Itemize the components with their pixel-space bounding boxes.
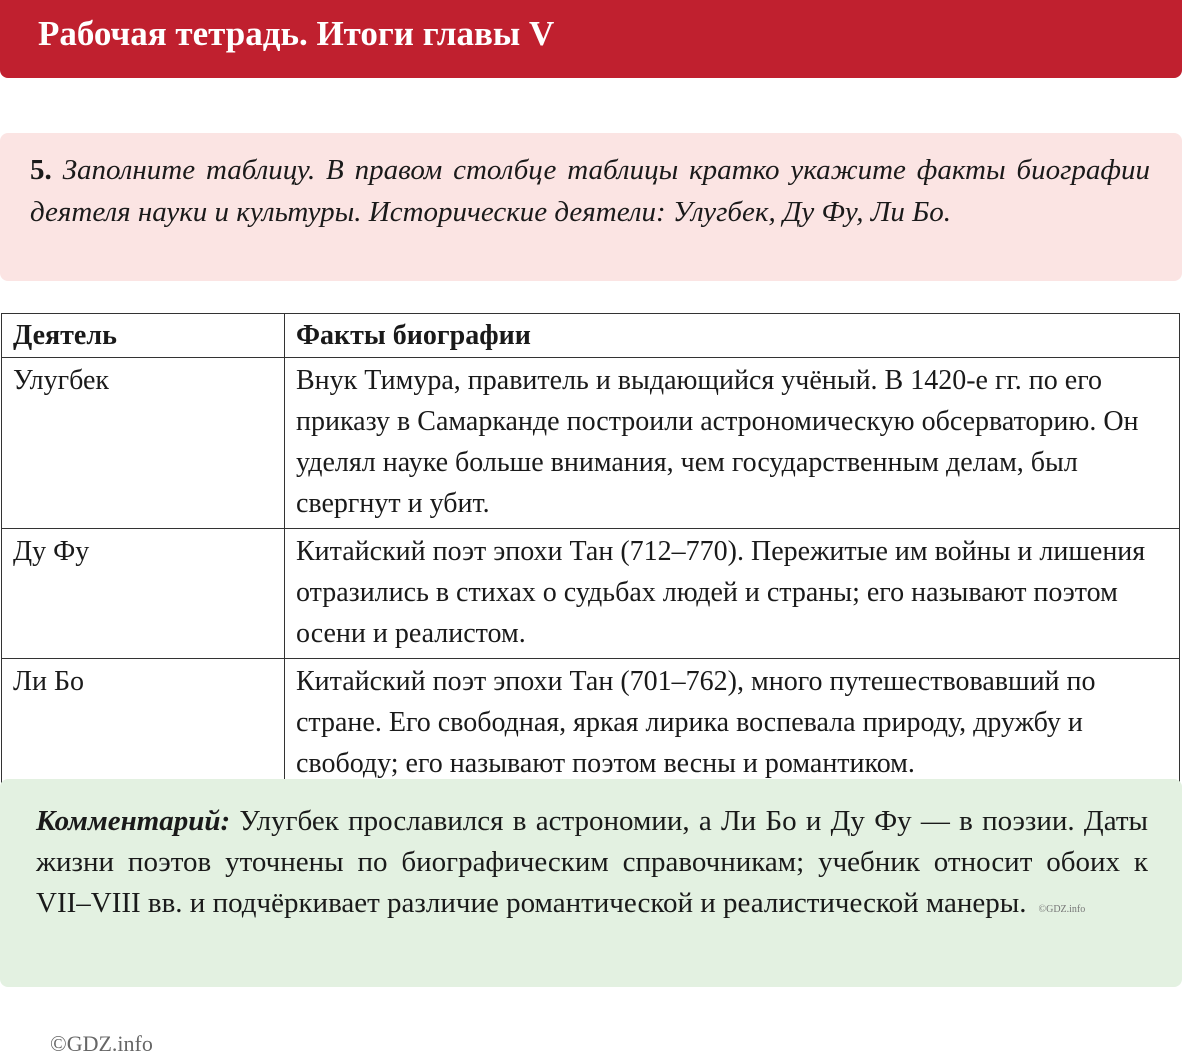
table-row xyxy=(2,529,1180,659)
biography-table xyxy=(1,313,1180,789)
table-row xyxy=(2,659,1180,789)
task-text xyxy=(30,149,1150,233)
figure-name: Ли Бо xyxy=(2,659,285,789)
comment-watermark: ©GDZ.info xyxy=(1038,904,1086,915)
figure-name: Улугбек xyxy=(2,358,285,529)
figure-facts: Китайский поэт эпохи Тан (701–762), много путешествовавший по стране. Его свободная, яркая лирика воспевала природу, дружбу и свободу; его называют поэтом весны и романтиком. xyxy=(285,659,1180,789)
figure-facts: Внук Тимура, правитель и выдающийся учёный. В 1420-е гг. по его приказу в Самарканде построили астрономическую обсерваторию. Он уделял науке больше внимания, чем государственным делам, был свергнут и убит. xyxy=(285,358,1180,529)
header-facts: Факты биографии xyxy=(285,314,1180,358)
footer-copyright: ©GDZ.info xyxy=(50,1031,153,1056)
task-number: 5. xyxy=(30,154,52,186)
page-title: Рабочая тетрадь. Итоги главы V xyxy=(38,14,555,53)
figure-name: Ду Фу xyxy=(2,529,285,659)
comment-text xyxy=(36,801,1148,930)
comment-body: Улугбек прославился в астрономии, а Ли Бо и Ду Фу — в поэзии. Даты жизни поэтов уточнены по биографическим справочникам; учебник относит обоих к VII–VIII вв. и подчёркивает различие романтической и реалистической манеры. xyxy=(36,805,1148,919)
figure-facts: Китайский поэт эпохи Тан (712–770). Пережитые им войны и лишения отразились в стихах о судьбах людей и страны; его называют поэтом осени и реалистом. xyxy=(285,529,1180,659)
header-bar xyxy=(0,0,1182,78)
comment-label: Комментарий: xyxy=(36,805,231,837)
header-figure: Деятель xyxy=(2,314,285,358)
table-row xyxy=(2,358,1180,529)
comment-box xyxy=(0,779,1182,987)
task-instructions: Заполните таблицу. В правом столбце таблицы кратко укажите факты биографии деятеля науки и культуры. Исторические деятели: Улугбек, Ду Фу, Ли Бо. xyxy=(30,154,1150,228)
table-header-row xyxy=(2,314,1180,358)
task-box xyxy=(0,133,1182,281)
